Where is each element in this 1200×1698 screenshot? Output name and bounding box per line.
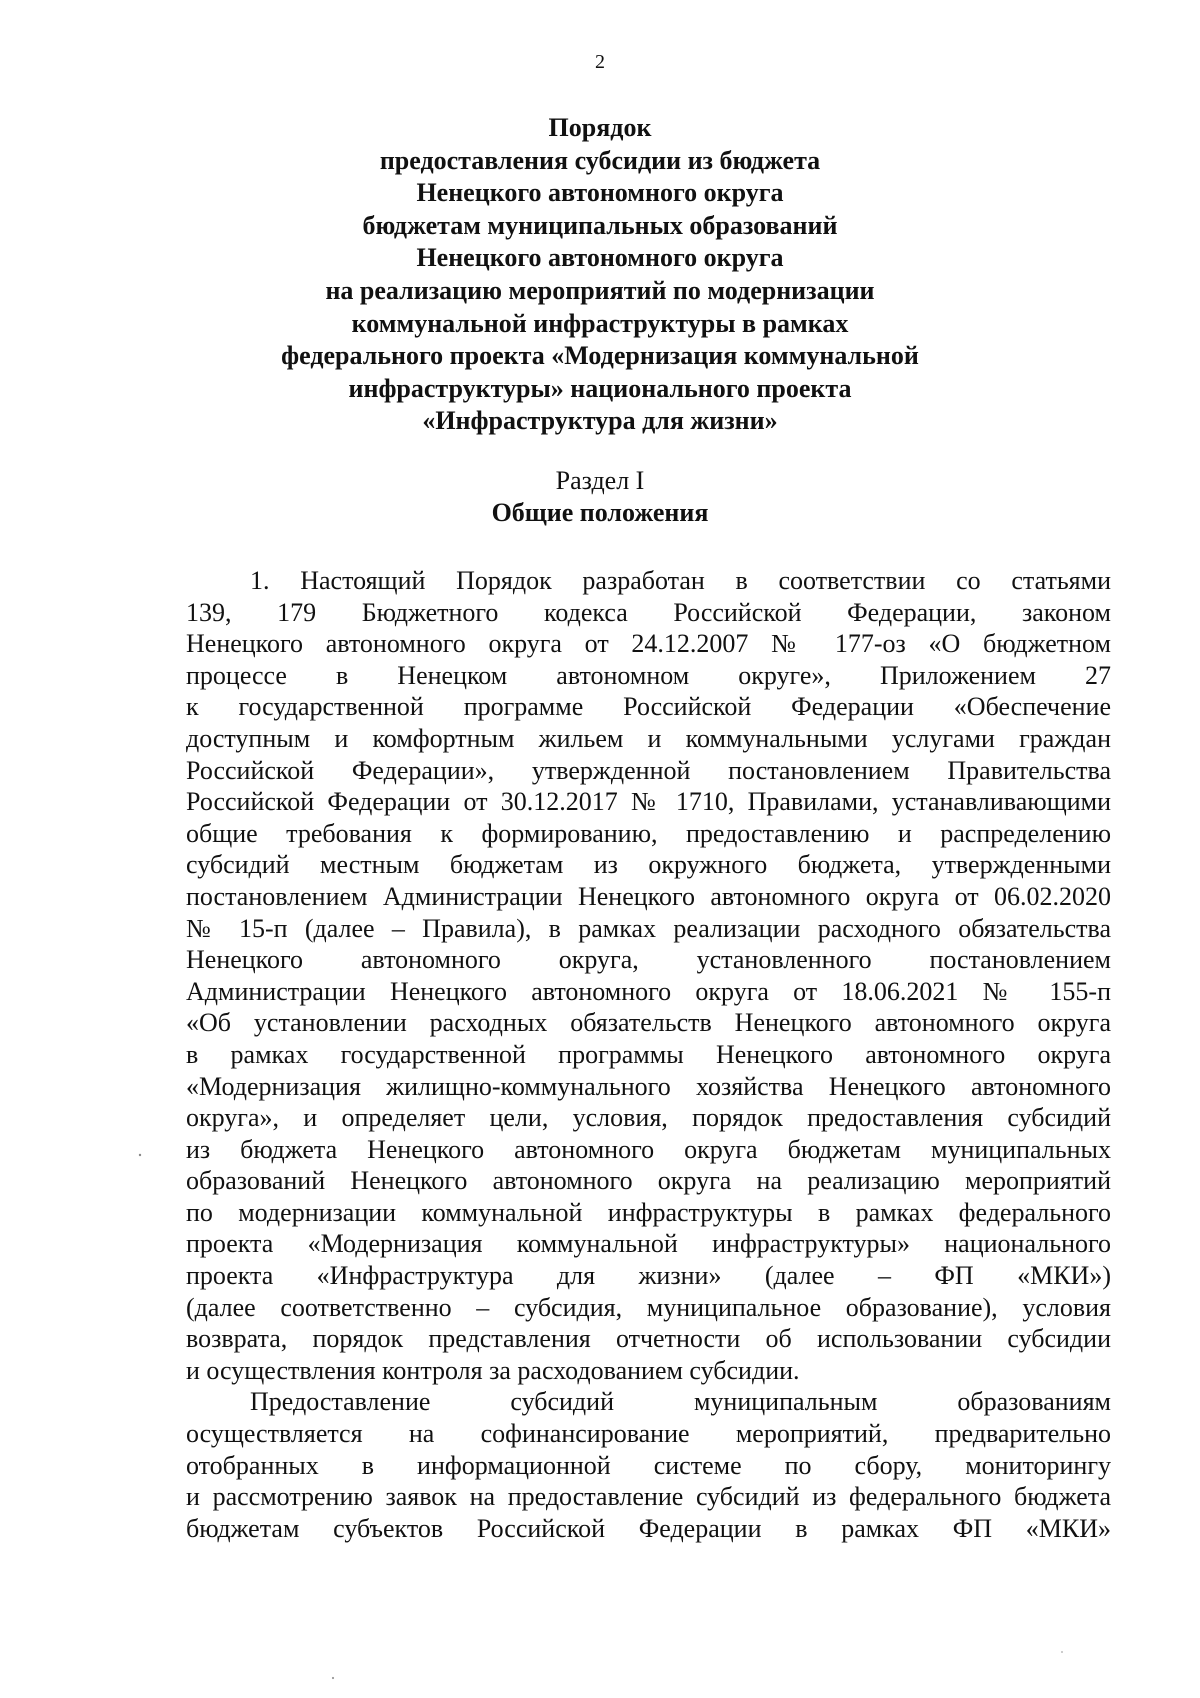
paragraph-line: из бюджета Ненецкого автономного округа бюджетам муниципальных bbox=[186, 1134, 1111, 1164]
paragraph-line: «Об установлении расходных обязательств Ненецкого автономного округа bbox=[186, 1008, 1111, 1038]
paragraph-line: субсидий местным бюджетам из окружного бюджета, утвержденными bbox=[186, 850, 1111, 880]
page-number: 2 bbox=[595, 51, 605, 73]
section-number: Раздел I bbox=[555, 466, 645, 495]
title-line: федерального проекта «Модернизация коммунальной bbox=[281, 341, 919, 371]
paragraph bbox=[186, 565, 1111, 1386]
title-line: на реализацию мероприятий по модернизации bbox=[325, 275, 875, 305]
paragraph-line: Администрации Ненецкого автономного округа от 18.06.2021 № 155-п bbox=[186, 976, 1111, 1006]
paragraph-line: образований Ненецкого автономного округа на реализацию мероприятий bbox=[186, 1166, 1111, 1196]
paragraph-line: проекта «Модернизация коммунальной инфраструктуры» национального bbox=[186, 1229, 1111, 1259]
title-line: «Инфраструктура для жизни» bbox=[422, 406, 778, 436]
paragraph-line: общие требования к формированию, предоставлению и распределению bbox=[186, 818, 1111, 848]
title-line: бюджетам муниципальных образований bbox=[362, 210, 838, 240]
paragraph-line: 1. Настоящий Порядок разработан в соответствии со статьями bbox=[250, 566, 1111, 595]
paragraph-line: 139, 179 Бюджетного кодекса Российской Федерации, законом bbox=[186, 597, 1111, 627]
paragraph-line: и рассмотрению заявок на предоставление субсидий из федерального бюджета bbox=[186, 1482, 1111, 1512]
paragraph-line: отобранных в информационной системе по сбору, мониторингу bbox=[186, 1450, 1111, 1480]
paragraph-line: Ненецкого автономного округа, установленного постановлением bbox=[186, 945, 1111, 975]
paragraph-line: округа», и определяет цели, условия, порядок предоставления субсидий bbox=[186, 1103, 1111, 1133]
title-line: инфраструктуры» национального проекта bbox=[348, 373, 852, 403]
paragraph-line: Предоставление субсидий муниципальным образованиям bbox=[250, 1387, 1111, 1417]
paragraph-line: к государственной программе Российской Федерации «Обеспечение bbox=[186, 692, 1111, 722]
paragraph-line: доступным и комфортным жильем и коммунальными услугами граждан bbox=[186, 723, 1111, 753]
title-line: Порядок bbox=[548, 113, 652, 142]
title-line: Ненецкого автономного округа bbox=[416, 178, 784, 208]
paragraph-line: Российской Федерации», утвержденной постановлением Правительства bbox=[186, 755, 1111, 785]
paragraph-line: в рамках государственной программы Ненецкого автономного округа bbox=[186, 1039, 1111, 1069]
paragraph-line: по модернизации коммунальной инфраструктуры в рамках федерального bbox=[186, 1197, 1111, 1227]
document-body bbox=[186, 565, 1111, 1544]
title-line: предоставления субсидии из бюджета bbox=[379, 145, 821, 175]
paragraph-line: № 15-п (далее – Правила), в рамках реализации расходного обязательства bbox=[186, 913, 1111, 943]
paragraph-line: осуществляется на софинансирование мероприятий, предварительно bbox=[186, 1419, 1111, 1449]
paragraph-line: возврата, порядок представления отчетности об использовании субсидии bbox=[186, 1324, 1111, 1354]
title-line: Ненецкого автономного округа bbox=[416, 243, 784, 273]
paragraph-line: (далее соответственно – субсидия, муниципальное образование), условия bbox=[186, 1292, 1111, 1322]
section-name: Общие положения bbox=[491, 498, 709, 527]
paragraph-line: проекта «Инфраструктура для жизни» (далее – ФП «МКИ») bbox=[186, 1261, 1111, 1291]
title-line: коммунальной инфраструктуры в рамках bbox=[351, 308, 849, 338]
section-heading bbox=[200, 465, 1000, 529]
paragraph-line: постановлением Администрации Ненецкого автономного округа от 06.02.2020 bbox=[186, 881, 1111, 911]
paragraph bbox=[186, 1386, 1111, 1544]
paragraph-line: Российской Федерации от 30.12.2017 № 1710, Правилами, устанавливающими bbox=[186, 787, 1111, 817]
paragraph-line: бюджетам субъектов Российской Федерации в рамках ФП «МКИ» bbox=[186, 1513, 1111, 1543]
paragraph-line: Ненецкого автономного округа от 24.12.2007 № 177-оз «О бюджетном bbox=[186, 629, 1111, 659]
paragraph-line: и осуществления контроля за расходованием субсидии. bbox=[186, 1355, 800, 1385]
paragraph-line: «Модернизация жилищно-коммунального хозяйства Ненецкого автономного bbox=[186, 1071, 1111, 1101]
paragraph-line: процессе в Ненецком автономном округе», Приложением 27 bbox=[186, 660, 1111, 690]
document-title bbox=[200, 112, 1000, 438]
